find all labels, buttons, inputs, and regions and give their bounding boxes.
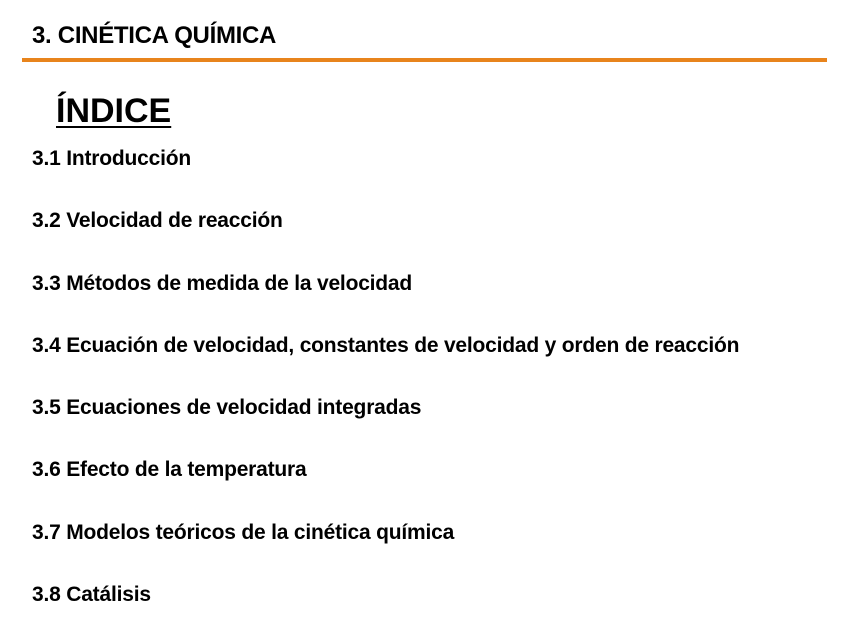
toc-item-3-1: 3.1 Introducción xyxy=(32,147,191,170)
toc-item-3-2: 3.2 Velocidad de reacción xyxy=(32,209,283,233)
toc-item-3-3: 3.3 Métodos de medida de la velocidad xyxy=(32,271,413,295)
toc-item-3-4: 3.4 Ecuación de velocidad, constantes de velocidad y orden de reacción xyxy=(32,333,740,357)
toc-item-3-8: 3.8 Catálisis xyxy=(32,583,151,607)
toc-item-3-5: 3.5 Ecuaciones de velocidad integradas xyxy=(32,396,422,420)
toc-item-3-6: 3.6 Efecto de la temperatura xyxy=(32,458,307,482)
toc-item-3-7: 3.7 Modelos teóricos de la cinética química xyxy=(32,520,455,544)
slide-title: 3. CINÉTICA QUÍMICA xyxy=(32,22,277,49)
index-heading: ÍNDICE xyxy=(56,92,172,130)
title-divider xyxy=(22,58,827,62)
table-of-contents xyxy=(32,145,739,643)
